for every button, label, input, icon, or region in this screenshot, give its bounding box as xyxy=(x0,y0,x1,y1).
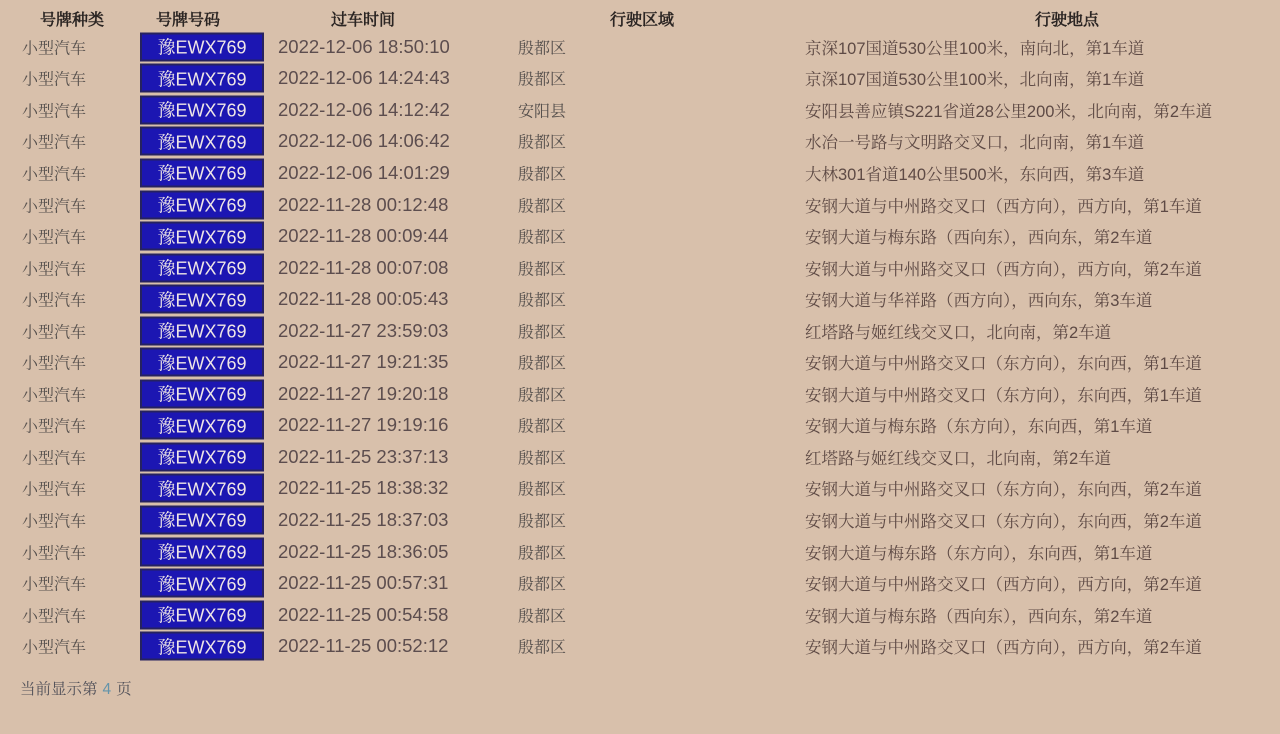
table-row xyxy=(0,567,1280,599)
pass-time-cell: 2022-11-27 23:59:03 xyxy=(278,319,449,341)
plate-number-cell xyxy=(140,474,264,503)
drive-area-cell: 殷都区 xyxy=(518,355,567,373)
header-plate-number: 号牌号码 xyxy=(156,12,221,29)
table-row xyxy=(0,220,1280,252)
plate-number-badge[interactable]: 豫EWX769 xyxy=(140,600,264,629)
pass-time-cell: 2022-11-28 00:12:48 xyxy=(278,193,449,215)
plate-number-badge[interactable]: 豫EWX769 xyxy=(140,158,264,187)
plate-number-cell xyxy=(140,32,264,61)
drive-location-cell: 安钢大道与中州路交叉口（东方向），东向西，第1车道 xyxy=(805,355,1202,374)
plate-number-cell xyxy=(140,379,264,408)
plate-number-badge[interactable]: 豫EWX769 xyxy=(140,474,264,503)
table-row xyxy=(0,283,1280,315)
drive-area-cell: 殷都区 xyxy=(518,387,567,405)
pass-time-cell: 2022-11-25 00:54:58 xyxy=(278,603,449,625)
pass-time-cell: 2022-12-06 14:06:42 xyxy=(278,130,450,152)
drive-area-cell: 殷都区 xyxy=(518,576,567,594)
drive-area-cell: 殷都区 xyxy=(518,513,567,531)
plate-type-cell: 小型汽车 xyxy=(22,261,87,279)
table-row xyxy=(0,189,1280,221)
table-row xyxy=(0,441,1280,473)
header-drive-location: 行驶地点 xyxy=(1035,12,1100,29)
header-pass-time: 过车时间 xyxy=(331,12,396,29)
drive-area-cell: 殷都区 xyxy=(518,450,567,468)
table-row xyxy=(0,126,1280,158)
table-row xyxy=(0,157,1280,189)
plate-type-cell: 小型汽车 xyxy=(22,324,87,342)
drive-location-cell: 大林301省道140公里500米，东向西，第3车道 xyxy=(805,165,1145,184)
plate-number-badge[interactable]: 豫EWX769 xyxy=(140,632,264,661)
pass-time-cell: 2022-12-06 14:01:29 xyxy=(278,161,450,183)
plate-number-badge[interactable]: 豫EWX769 xyxy=(140,316,264,345)
drive-location-cell: 安钢大道与梅东路（西向东），西向东，第2车道 xyxy=(805,229,1153,248)
drive-location-cell: 安钢大道与中州路交叉口（西方向），西方向，第2车道 xyxy=(805,576,1202,595)
plate-number-cell xyxy=(140,348,264,377)
drive-location-cell: 安钢大道与梅东路（东方向），东向西，第1车道 xyxy=(805,418,1153,437)
drive-location-cell: 安钢大道与华祥路（西方向），西向东，第3车道 xyxy=(805,292,1153,311)
pass-time-cell: 2022-11-28 00:05:43 xyxy=(278,288,449,310)
drive-location-cell: 红塔路与姬红线交叉口，北向南，第2车道 xyxy=(805,323,1112,342)
pass-time-cell: 2022-11-25 00:57:31 xyxy=(278,572,449,594)
plate-type-cell: 小型汽车 xyxy=(22,576,87,594)
plate-number-badge[interactable]: 豫EWX769 xyxy=(140,348,264,377)
drive-location-cell: 京深107国道530公里100米，北向南，第1车道 xyxy=(805,71,1145,90)
plate-number-cell xyxy=(140,316,264,345)
drive-location-cell: 安钢大道与中州路交叉口（东方向），东向西，第1车道 xyxy=(805,386,1202,405)
drive-area-cell: 殷都区 xyxy=(518,418,567,436)
pass-time-cell: 2022-11-25 18:38:32 xyxy=(278,477,449,499)
drive-area-cell: 安阳县 xyxy=(518,103,567,121)
drive-area-cell: 殷都区 xyxy=(518,261,567,279)
table-row xyxy=(0,378,1280,410)
plate-type-cell: 小型汽车 xyxy=(22,450,87,468)
table-row xyxy=(0,252,1280,284)
drive-area-cell: 殷都区 xyxy=(518,198,567,215)
drive-location-cell: 红塔路与姬红线交叉口，北向南，第2车道 xyxy=(805,449,1112,468)
table-row xyxy=(0,504,1280,536)
drive-area-cell: 殷都区 xyxy=(518,166,567,184)
table-row xyxy=(0,31,1280,63)
plate-type-cell: 小型汽车 xyxy=(22,198,87,215)
plate-number-badge[interactable]: 豫EWX769 xyxy=(140,127,264,156)
drive-location-cell: 安阳县善应镇S221省道28公里200米，北向南，第2车道 xyxy=(805,102,1213,121)
plate-type-cell: 小型汽车 xyxy=(22,513,87,531)
plate-number-badge[interactable]: 豫EWX769 xyxy=(140,64,264,93)
pass-time-cell: 2022-11-25 00:52:12 xyxy=(278,635,449,657)
plate-number-badge[interactable]: 豫EWX769 xyxy=(140,190,264,219)
table-row xyxy=(0,63,1280,95)
plate-number-badge[interactable]: 豫EWX769 xyxy=(140,379,264,408)
plate-number-cell xyxy=(140,569,264,598)
pass-time-cell: 2022-12-06 14:24:43 xyxy=(278,67,450,89)
drive-location-cell: 安钢大道与中州路交叉口（西方向），西方向，第2车道 xyxy=(805,639,1202,658)
drive-location-cell: 安钢大道与梅东路（西向东），西向东，第2车道 xyxy=(805,607,1153,626)
plate-type-cell: 小型汽车 xyxy=(22,608,87,626)
drive-location-cell: 安钢大道与梅东路（东方向），东向西，第1车道 xyxy=(805,544,1153,563)
pass-time-cell: 2022-12-06 18:50:10 xyxy=(278,35,450,57)
plate-type-cell: 小型汽车 xyxy=(22,545,87,563)
pass-time-cell: 2022-11-27 19:21:35 xyxy=(278,351,449,373)
header-drive-area: 行驶区域 xyxy=(610,12,675,29)
pass-time-cell: 2022-11-25 18:37:03 xyxy=(278,508,449,530)
plate-type-cell: 小型汽车 xyxy=(22,71,87,89)
table-header xyxy=(0,0,1280,31)
drive-area-cell: 殷都区 xyxy=(518,545,567,563)
plate-number-cell xyxy=(140,537,264,566)
drive-location-cell: 安钢大道与中州路交叉口（东方向），东向西，第2车道 xyxy=(805,512,1202,531)
plate-number-cell xyxy=(140,253,264,282)
drive-area-cell: 殷都区 xyxy=(518,608,567,626)
plate-number-badge[interactable]: 豫EWX769 xyxy=(140,537,264,566)
plate-number-cell xyxy=(140,600,264,629)
pass-time-cell: 2022-11-27 19:19:16 xyxy=(278,414,449,436)
plate-number-cell xyxy=(140,411,264,440)
drive-area-cell: 殷都区 xyxy=(518,71,567,89)
plate-number-badge[interactable]: 豫EWX769 xyxy=(140,569,264,598)
plate-number-badge[interactable]: 豫EWX769 xyxy=(140,95,264,124)
drive-area-cell: 殷都区 xyxy=(518,40,567,58)
plate-number-badge[interactable]: 豫EWX769 xyxy=(140,253,264,282)
plate-type-cell: 小型汽车 xyxy=(22,639,87,657)
plate-number-badge[interactable]: 豫EWX769 xyxy=(140,285,264,314)
table-row xyxy=(0,94,1280,126)
drive-location-cell: 京深107国道530公里100米，南向北，第1车道 xyxy=(805,39,1145,58)
drive-location-cell: 安钢大道与中州路交叉口（西方向），西方向，第2车道 xyxy=(805,260,1202,279)
plate-type-cell: 小型汽车 xyxy=(22,166,87,184)
drive-area-cell: 殷都区 xyxy=(518,324,567,342)
drive-location-cell: 水冶一号路与文明路交叉口，北向南，第1车道 xyxy=(805,134,1145,153)
drive-location-cell: 安钢大道与中州路交叉口（东方向），东向西，第2车道 xyxy=(805,481,1202,500)
plate-type-cell: 小型汽车 xyxy=(22,134,87,152)
plate-type-cell: 小型汽车 xyxy=(22,355,87,373)
drive-area-cell: 殷都区 xyxy=(518,134,567,152)
plate-number-cell xyxy=(140,505,264,534)
plate-number-badge[interactable]: 豫EWX769 xyxy=(140,222,264,251)
pass-time-cell: 2022-12-06 14:12:42 xyxy=(278,98,450,120)
plate-number-cell xyxy=(140,285,264,314)
drive-area-cell: 殷都区 xyxy=(518,481,567,499)
table-row xyxy=(0,473,1280,505)
pass-time-cell: 2022-11-27 19:20:18 xyxy=(278,382,449,404)
drive-area-cell: 殷都区 xyxy=(518,229,567,247)
table-row xyxy=(0,630,1280,662)
drive-area-cell: 殷都区 xyxy=(518,639,567,657)
table-row xyxy=(0,315,1280,347)
drive-area-cell: 殷都区 xyxy=(518,292,567,310)
pass-time-cell: 2022-11-25 18:36:05 xyxy=(278,540,449,562)
pass-time-cell: 2022-11-25 23:37:13 xyxy=(278,445,449,467)
plate-type-cell: 小型汽车 xyxy=(22,229,87,247)
header-plate-type: 号牌种类 xyxy=(40,12,105,29)
plate-type-cell: 小型汽车 xyxy=(22,387,87,405)
drive-location-cell: 安钢大道与中州路交叉口（西方向），西方向，第1车道 xyxy=(805,197,1202,216)
plate-number-cell xyxy=(140,158,264,187)
table-row xyxy=(0,410,1280,442)
plate-number-badge[interactable]: 豫EWX769 xyxy=(140,411,264,440)
plate-number-cell xyxy=(140,64,264,93)
pagination-prefix: 当前显示第 xyxy=(20,681,98,698)
plate-type-cell: 小型汽车 xyxy=(22,103,87,121)
plate-number-cell xyxy=(140,95,264,124)
plate-number-cell xyxy=(140,222,264,251)
plate-number-cell xyxy=(140,632,264,661)
pagination-status xyxy=(20,677,132,699)
plate-type-cell: 小型汽车 xyxy=(22,418,87,436)
plate-number-badge[interactable]: 豫EWX769 xyxy=(140,32,264,61)
plate-type-cell: 小型汽车 xyxy=(22,40,87,58)
table-row xyxy=(0,599,1280,631)
table-body xyxy=(0,31,1280,662)
pagination-suffix: 页 xyxy=(116,681,132,698)
table-row xyxy=(0,346,1280,378)
plate-number-cell xyxy=(140,127,264,156)
pass-time-cell: 2022-11-28 00:09:44 xyxy=(278,225,449,247)
pass-time-cell: 2022-11-28 00:07:08 xyxy=(278,256,449,278)
plate-number-cell xyxy=(140,442,264,471)
current-page-number: 4 xyxy=(102,681,112,698)
plate-type-cell: 小型汽车 xyxy=(22,481,87,499)
table-row xyxy=(0,536,1280,568)
plate-number-badge[interactable]: 豫EWX769 xyxy=(140,442,264,471)
plate-number-badge[interactable]: 豫EWX769 xyxy=(140,505,264,534)
plate-number-cell xyxy=(140,190,264,219)
plate-type-cell: 小型汽车 xyxy=(22,292,87,310)
